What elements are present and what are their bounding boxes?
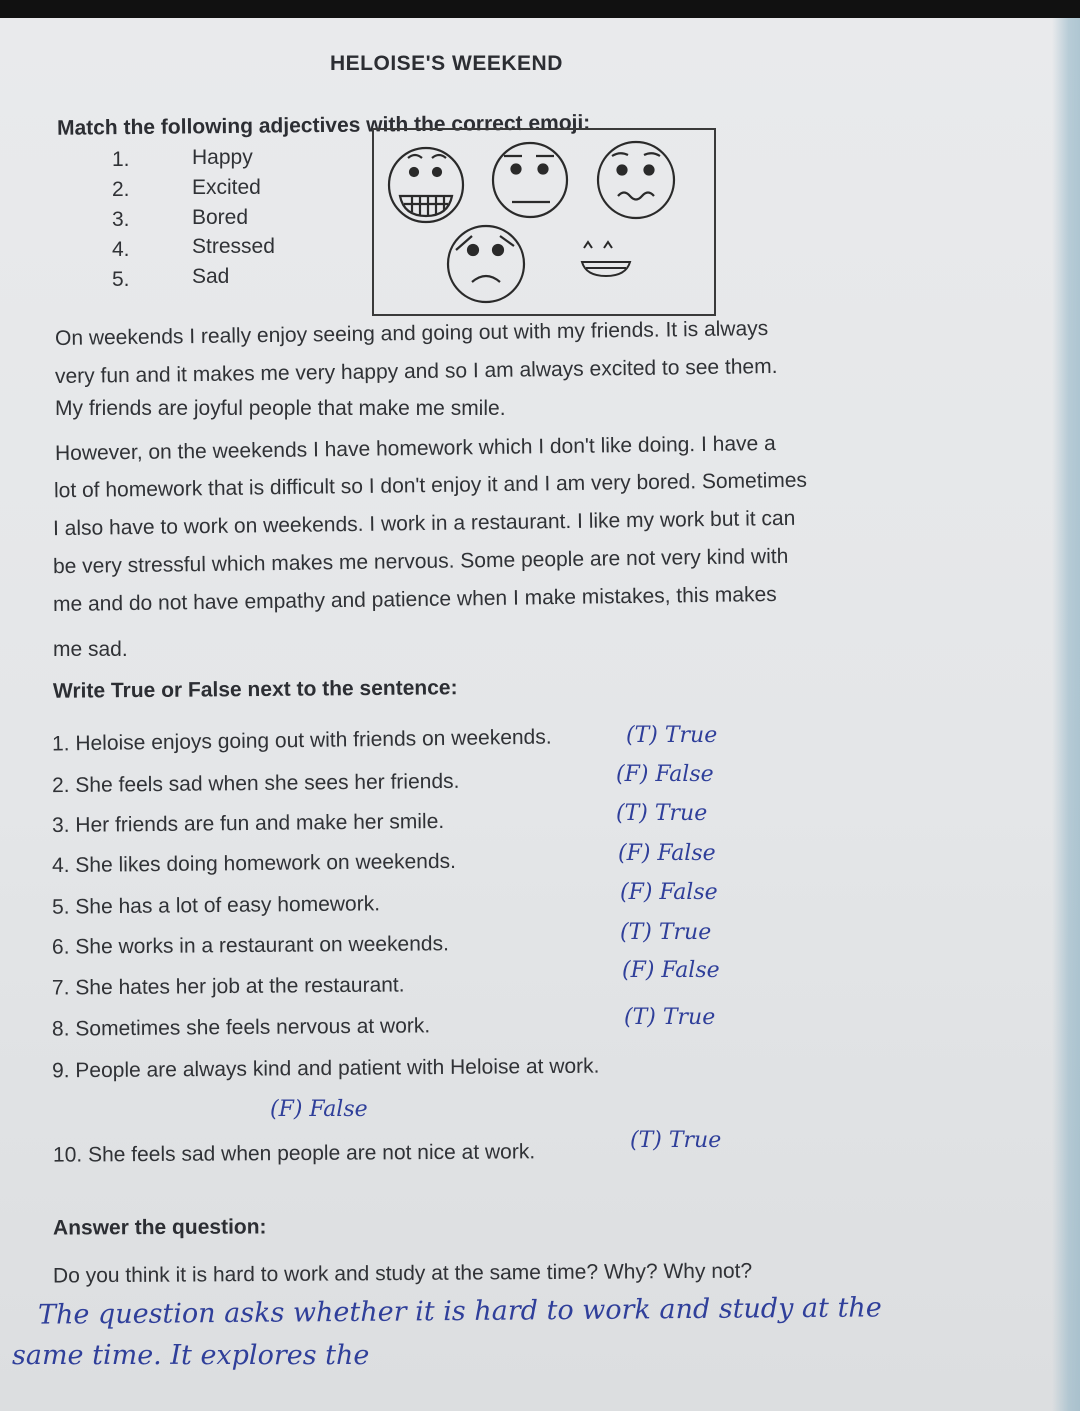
tf-answer: (F) False — [270, 1097, 368, 1122]
tf-answer: (T) True — [616, 801, 708, 826]
passage-line: On weekends I really enjoy seeing and going out with my friends. It is always — [54, 317, 769, 350]
tf-sentence: 3. Her friends are fun and make her smile. — [51, 809, 445, 838]
passage-line: I also have to work on weekends. I work in a restaurant. I like my work but it can — [52, 506, 796, 541]
emoji-drawings — [374, 130, 714, 314]
adjective-word: Bored — [192, 206, 249, 229]
tf-sentence: 1. Heloise enjoys going out with friends on weekends. — [51, 725, 552, 756]
worksheet-title: HELOISE'S WEEKEND — [330, 52, 563, 75]
adjective-number: 4. — [112, 238, 130, 261]
open-question: Do you think it is hard to work and study at the same time? Why? Why not? — [52, 1259, 753, 1288]
tf-answer: (F) False — [618, 841, 716, 866]
grinning-face-icon — [389, 148, 463, 222]
adjective-number: 1. — [112, 148, 130, 171]
tf-sentence: 7. She hates her job at the restaurant. — [51, 973, 405, 1000]
passage-line: me sad. — [53, 638, 128, 661]
tf-sentence: 10. She feels sad when people are not nice at work. — [52, 1140, 536, 1167]
match-instruction: Match the following adjectives with the correct emoji: — [56, 111, 591, 140]
tf-answer: (F) False — [620, 880, 718, 905]
adjective-number: 2. — [112, 178, 130, 201]
tf-sentence: 6. She works in a restaurant on weekends. — [51, 932, 449, 959]
tf-sentence: 9. People are always kind and patient with Heloise at work. — [51, 1054, 600, 1083]
passage-line: very fun and it makes me very happy and so I am always excited to see them. — [54, 354, 778, 389]
passage-line: My friends are joyful people that make me smile. — [55, 397, 506, 420]
passage-line: me and do not have empathy and patience when I make mistakes, this makes — [52, 582, 777, 617]
tf-sentence: 2. She feels sad when she sees her friends. — [51, 769, 460, 798]
passage-line: However, on the weekends I have homework which I don't like doing. I have a — [54, 431, 776, 466]
handwritten-answer-line: The question asks whether it is hard to work and study at the — [37, 1292, 882, 1331]
adjective-number: 3. — [112, 208, 130, 231]
adjective-number: 5. — [112, 268, 130, 291]
tf-answer: (F) False — [622, 958, 720, 983]
top-dark-border — [0, 0, 1080, 20]
tf-answer: (F) False — [616, 762, 714, 787]
tf-answer: (T) True — [630, 1128, 722, 1153]
passage-line: be very stressful which makes me nervous. Some people are not very kind with — [52, 544, 789, 579]
tf-sentence: 8. Sometimes she feels nervous at work. — [51, 1014, 431, 1041]
question-heading: Answer the question: — [52, 1215, 267, 1240]
tf-answer: (T) True — [624, 1005, 716, 1030]
true-false-heading: Write True or False next to the sentence: — [52, 676, 458, 703]
adjective-word: Stressed — [192, 235, 275, 258]
adjective-word: Happy — [192, 146, 253, 169]
passage-line: lot of homework that is difficult so I don't enjoy it and I am very bored. Sometimes — [53, 468, 808, 503]
tf-answer: (T) True — [626, 723, 718, 748]
adjective-word: Excited — [192, 176, 261, 199]
page-right-edge — [1052, 18, 1080, 1411]
happy-smile-icon — [582, 242, 630, 276]
adjective-word: Sad — [192, 265, 230, 288]
emoji-box — [372, 128, 716, 316]
handwritten-answer-line: same time. It explores the — [12, 1340, 370, 1371]
tf-sentence: 4. She likes doing homework on weekends. — [51, 849, 457, 878]
worried-face-icon — [598, 142, 674, 218]
neutral-face-icon — [493, 143, 567, 217]
tf-sentence: 5. She has a lot of easy homework. — [51, 892, 381, 919]
tf-answer: (T) True — [620, 920, 712, 945]
sad-face-icon — [448, 226, 524, 302]
